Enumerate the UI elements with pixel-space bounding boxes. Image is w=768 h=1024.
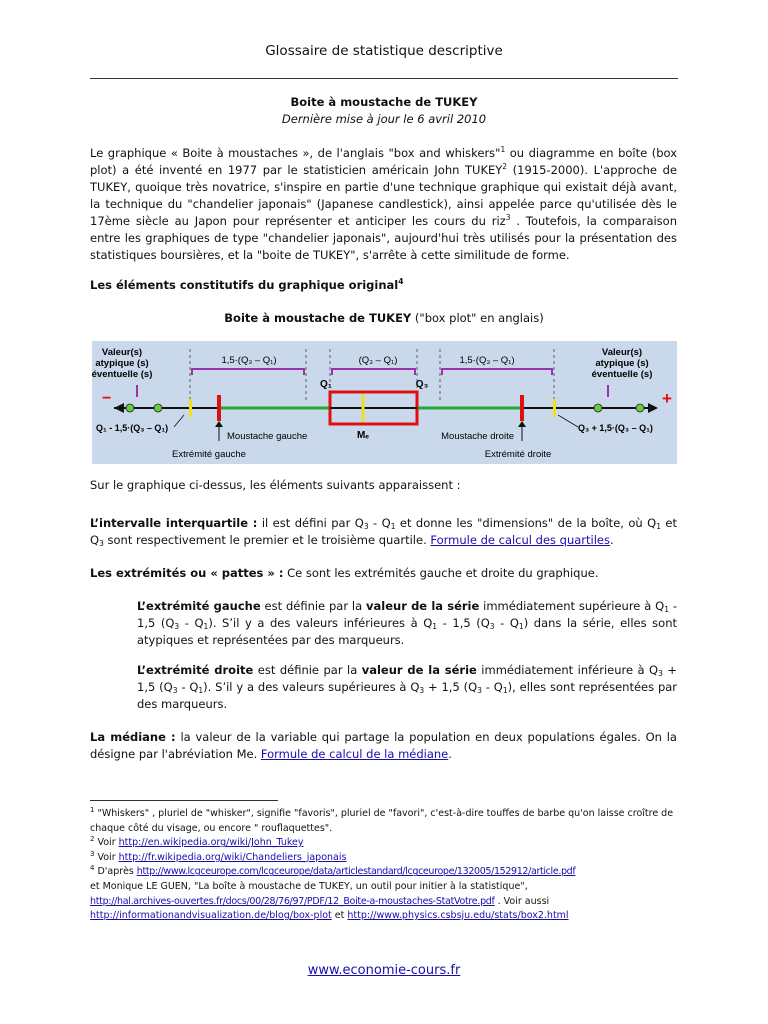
- footnote-4-link-2[interactable]: http://hal.archives-ouvertes.fr/docs/00/28/76/97/PDF/12_Boite-a-moustaches-StatVotre.pdf: [90, 895, 495, 907]
- outlier-marker: [126, 404, 134, 412]
- footnote-text: "Whiskers" , pluriel de "whisker", signifie "favoris", pluriel de "favori", c'est-à-dire touffes de barbe qu'on laisse croître de chaque côté du visage, ou encore " rouflaquettes".: [90, 808, 674, 834]
- footnote-number: 2: [90, 835, 95, 844]
- outlier-left-label-1: Valeur(s): [101, 347, 143, 358]
- footnote-number: 3: [90, 849, 95, 858]
- subscript: 3: [363, 522, 369, 531]
- footnote-4: [90, 865, 680, 880]
- intro-paragraph: [90, 145, 677, 264]
- footnote-ref-3[interactable]: 3: [505, 213, 511, 222]
- footnote-4-line-4: [90, 909, 680, 924]
- subscript: 1: [432, 622, 438, 631]
- outlier-marker: [594, 404, 602, 412]
- iqr-text: - Q: [368, 516, 391, 530]
- high-fence-mark: [553, 399, 556, 417]
- iqr-text: et donne les "dimensions" de la boîte, où Q: [395, 516, 657, 530]
- end-right-label: Extrémité droite: [484, 449, 552, 460]
- footnote-2: [90, 836, 680, 851]
- subscript: 1: [656, 522, 661, 531]
- section-heading-text: Les éléments constitutifs du graphique original: [90, 278, 399, 292]
- subscript: 1: [518, 622, 524, 631]
- left-end-text: - Q: [494, 616, 519, 630]
- subscript: 1: [502, 686, 508, 695]
- median-formula-link[interactable]: Formule de calcul de la médiane: [260, 747, 449, 761]
- outlier-marker: [636, 404, 644, 412]
- left-end-text: ). S’il y a des valeurs inférieures à Q: [208, 616, 433, 630]
- ends-paragraph: [90, 565, 677, 582]
- span-right-label: 1,5·(Q₃ – Q₁): [459, 355, 515, 366]
- footnote-text: . Voir aussi: [494, 895, 550, 907]
- right-end-text: + 1,5 (Q: [424, 680, 478, 694]
- left-end-paragraph: [137, 598, 677, 649]
- right-end-term: L’extrémité droite: [137, 663, 254, 677]
- subscript: 1: [203, 622, 209, 631]
- boxplot-svg: [92, 341, 677, 464]
- header-title: Glossaire de statistique descriptive: [265, 43, 503, 59]
- left-end-bold: valeur de la série: [366, 599, 480, 613]
- whisker-right-label: Moustache droite: [441, 431, 514, 442]
- intro-text-4: . Toutefois, la comparaison entre les graphiques de type "chandelier japonais", aujourd'hui très utilisés pour la présentation des statistiques boursières, et la "boite de TUKEY", s'arrête à cette similitude de forme.: [90, 214, 677, 262]
- q1-label: Q₁: [320, 379, 332, 390]
- footnote-ref-4[interactable]: 4: [398, 277, 404, 286]
- right-end-bold: valeur de la série: [361, 663, 477, 677]
- median-term: La médiane :: [90, 730, 176, 744]
- right-end-text: ). S’il y a des valeurs supérieures à Q: [203, 680, 420, 694]
- low-fence-mark: [189, 399, 192, 417]
- iqr-text: et Q: [90, 516, 677, 547]
- footnotes: [90, 807, 680, 924]
- whisker-end-right: [520, 395, 524, 421]
- after-chart-text: Sur le graphique ci-dessus, les éléments suivants apparaissent :: [90, 478, 461, 492]
- footnote-2-link[interactable]: http://en.wikipedia.org/wiki/John_Tukey: [118, 837, 304, 849]
- section-heading: [90, 277, 677, 294]
- span-left-label: 1,5·(Q₃ – Q₁): [221, 355, 277, 366]
- outlier-right-label-1: Valeur(s): [601, 347, 643, 358]
- footnote-rule: [90, 800, 278, 801]
- outlier-left-label-2: atypique (s): [95, 358, 149, 369]
- iqr-term: L’intervalle interquartile :: [90, 516, 258, 530]
- subscript: 3: [658, 669, 663, 678]
- chart-caption-bold: Boite à moustache de TUKEY: [224, 311, 412, 325]
- iqr-paragraph: [90, 515, 677, 549]
- iqr-text: .: [610, 533, 614, 547]
- subscript: 1: [664, 605, 669, 614]
- right-end-text: immédiatement inférieure à Q: [476, 663, 659, 677]
- intro-text-1: Le graphique « Boite à moustaches », de l'anglais "box and whiskers": [90, 146, 501, 160]
- right-end-text: ), elles sont représentées par des marqueurs.: [137, 680, 678, 711]
- right-end-paragraph: [137, 662, 677, 713]
- footnote-3-link[interactable]: http://fr.wikipedia.org/wiki/Chandeliers_japonais: [118, 851, 347, 863]
- footnote-4-link-3[interactable]: http://informationandvisualization.de/blog/box-plot: [90, 910, 332, 922]
- doc-title: Boite à moustache de TUKEY: [290, 95, 478, 109]
- whisker-left-label: Moustache gauche: [227, 431, 308, 442]
- right-end-text: - Q: [177, 680, 199, 694]
- intro-text-2: ou diagramme en boîte (box plot) a été inventé en 1977 par le statisticien américain John TUKEY: [90, 146, 677, 177]
- footnote-text: Voir: [94, 851, 119, 863]
- header-rule: [90, 78, 678, 79]
- subscript: 3: [172, 686, 178, 695]
- whisker-end-left: [217, 395, 221, 421]
- intro-text-3: (1915-2000). L'approche de TUKEY, quoique très novatrice, s'inspire en partie d'une technique graphique qui existait déjà avant, la technique du "chandelier japonais" (Japanese candlestick), ainsi appelée parce qu'utilisée dès le 17ème siècle au Japon pour représenter et anticiper les cours du riz: [90, 163, 677, 228]
- left-end-text: - 1,5 (Q: [137, 599, 677, 630]
- ends-term: Les extrémités ou « pattes » :: [90, 566, 284, 580]
- ends-text: Ce sont les extrémités gauche et droite du graphique.: [283, 566, 599, 580]
- footnote-1: [90, 807, 680, 836]
- minus-sign: −: [102, 390, 112, 407]
- footnote-number: 4: [90, 864, 95, 873]
- median-text: la valeur de la variable qui partage la population en deux populations égales. On la désigne par l'abréviation Me.: [90, 730, 677, 761]
- outlier-marker: [154, 404, 162, 412]
- chart-caption-rest: ("box plot" en anglais): [411, 311, 544, 325]
- q3-label: Q₃: [415, 379, 429, 390]
- quartiles-formula-link[interactable]: Formule de calcul des quartiles: [430, 533, 610, 547]
- high-fence-label: Q₃ + 1,5·(Q₃ – Q₁): [578, 423, 653, 433]
- chart-caption: [0, 311, 768, 325]
- iqr-text: sont respectivement le premier et le troisième quartile.: [103, 533, 431, 547]
- footnote-ref-1[interactable]: 1: [500, 145, 506, 154]
- footnote-4-line-3: [90, 895, 680, 910]
- plus-sign: +: [662, 389, 672, 408]
- footnote-ref-2[interactable]: 2: [502, 162, 508, 171]
- boxplot-diagram: [92, 341, 677, 464]
- span-mid-label: (Q₃ – Q₁): [358, 355, 398, 366]
- left-end-term: L’extrémité gauche: [137, 599, 261, 613]
- right-end-text: est définie par la: [253, 663, 362, 677]
- subscript: 3: [477, 686, 482, 695]
- outlier-left-label-3: éventuelle (s): [92, 369, 153, 380]
- subscript: 3: [419, 686, 425, 695]
- left-end-text: - Q: [179, 616, 204, 630]
- subscript: 1: [390, 522, 396, 531]
- footnote-4-link-1[interactable]: http://www.lcgceurope.com/lcgceurope/data/articlestandard/lcgceurope/132005/152912/article.pdf: [136, 866, 576, 878]
- right-end-text: + 1,5 (Q: [137, 663, 677, 694]
- footnote-text: et: [331, 910, 348, 922]
- outlier-right-label-3: éventuelle (s): [591, 369, 653, 380]
- subscript: 3: [489, 622, 495, 631]
- footnote-number: 1: [90, 806, 95, 814]
- left-end-text: ) dans la série, elles sont atypiques et représentées par des marqueurs.: [137, 616, 678, 647]
- footnote-text: D'après: [94, 866, 137, 878]
- left-end-text: - 1,5 (Q: [437, 616, 490, 630]
- low-fence-label: Q₁ - 1,5·(Q₃ – Q₁): [96, 423, 169, 433]
- median-end: .: [448, 747, 452, 761]
- site-link[interactable]: www.economie-cours.fr: [307, 963, 461, 978]
- median-label: Mₑ: [356, 430, 370, 441]
- iqr-text: il est défini par Q: [257, 516, 364, 530]
- footnote-3: [90, 851, 680, 866]
- right-end-text: - Q: [481, 680, 503, 694]
- left-end-text: est définie par la: [260, 599, 367, 613]
- doc-date: Dernière mise à jour le 6 avril 2010: [281, 112, 487, 126]
- footnote-4-text: et Monique LE GUEN, "La boîte à moustache de TUKEY, un outil pour initier à la statistique",: [90, 880, 528, 892]
- outlier-right-label-2: atypique (s): [595, 358, 649, 369]
- end-left-label: Extrémité gauche: [172, 449, 246, 460]
- site-link-container: [0, 963, 768, 978]
- median-paragraph: [90, 729, 677, 763]
- subscript: 1: [198, 686, 204, 695]
- subscript: 3: [99, 539, 104, 548]
- subscript: 3: [174, 622, 180, 631]
- footnote-text: Voir: [94, 837, 119, 849]
- footnote-4-link-4[interactable]: http://www.physics.csbsju.edu/stats/box2.html: [347, 910, 569, 922]
- left-end-text: immédiatement supérieure à Q: [479, 599, 665, 613]
